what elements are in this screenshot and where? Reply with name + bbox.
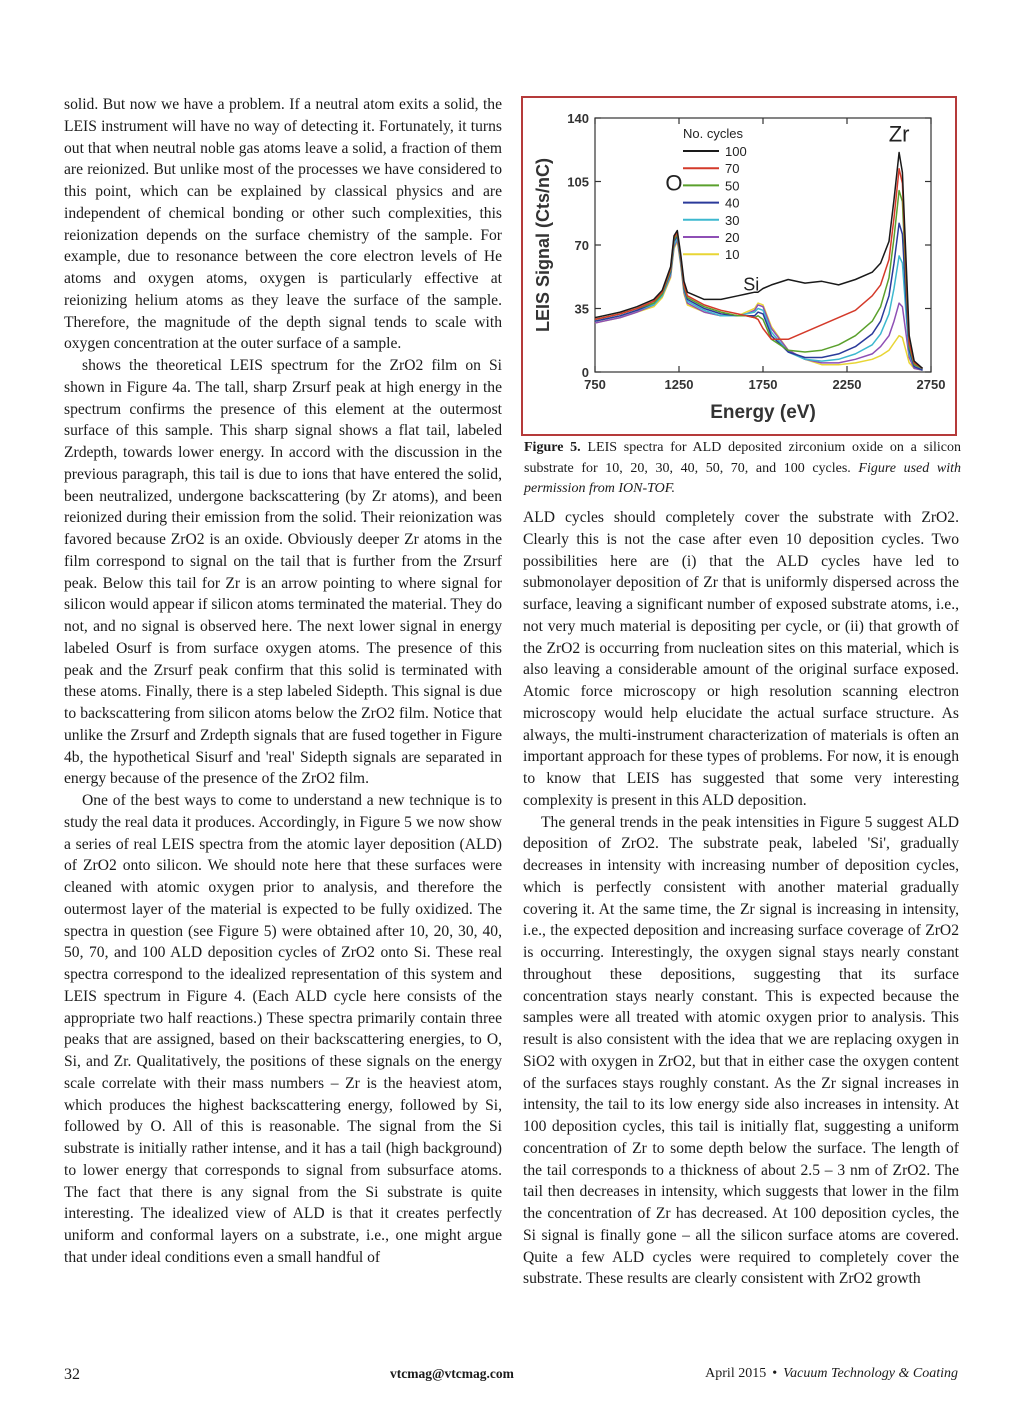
paragraph-left-2: shows the theoretical LEIS spectrum for the ZrO2 film on Si shown in Figure 4a. The tall, sharp Zrsurf peak at high energy in the spectrum confirms the presence of this element at the outermost surface of this sample. This sharp signal shows a flat tail, labeled Zrdepth, towards lower energy. In accord with the discussion in the previous paragraph, this tail is due to ions that have entered the solid, been neutralized, undergone backscattering (by Zr atoms), and been reionized during their emission from the solid. Their reionization was favored because ZrO2 is an oxide. Obviously deeper Zr atoms in the film correspond to signal on the tail that is further from the Zrsurf peak. Below this tail for Zr is an arrow pointing to where signal for silicon would appear if silicon atoms terminated the material. They do not, and no signal is observed here. The next lower signal in energy labeled Osurf is from surface oxygen atoms. The presence of this peak and the Zrsurf peak confirm that this solid is terminated with these atoms. Finally, there is a step labeled Sidepth. This signal is due to backscattering from silicon atoms below the ZrO2 film. Notice that unlike the Zrsurf and Zrdepth signals that are fused together in Figure 4b, the hypothetical Sisurf and 'real' Sidepth signals are separated in energy because of the presence of the ZrO2 film. <box>64 357 502 788</box>
y-tick-label-0: 0 <box>581 365 589 380</box>
paragraph-right-2: The general trends in the peak intensities in Figure 5 suggest ALD deposition of ZrO2. The substrate peak, labeled 'Si', gradually decreases in intensity with increasing number of deposition cycles, which is perfectly consistent with another material gradually covering it. At the same time, the Zr signal is increasing in intensity, i.e., the expected deposition and increasing surface coverage of ZrO2 is occurring. Interestingly, the oxygen signal stays nearly constant throughout these depositions, suggesting that its surface concentration stays nearly constant. This is expected because the samples were all treated with atomic oxygen prior to analysis. This result is also consistent with the idea that we are replacing oxygen in SiO2 with oxygen in ZrO2, but that in either case the oxygen content of the surfaces stays roughly constant. As the Zr signal increases in intensity, the tail to its low energy side also increases in intensity. At 100 deposition cycles, this tail is initially flat, suggesting a uniform concentration of Zr to some depth below the surface. The length of the tail corresponds to a thickness of about 2.5 – 3 nm of ZrO2. The tail then decreases in intensity, which suggests that lower in the film the concentration of Zr has decreased. At 100 deposition cycles, the Si signal is finally gone – all the silicon surface atoms are covered. Quite a few ALD cycles were required to completely cover the substrate. These results are clearly consistent with ZrO2 growth <box>523 813 959 1288</box>
footer-journal: Vacuum Technology & Coating <box>783 1366 958 1381</box>
peak-label-o: O <box>665 170 683 196</box>
figure-caption <box>524 438 961 500</box>
right-column <box>523 507 959 1290</box>
x-tick-label-3: 2250 <box>832 377 862 392</box>
paragraph-right-1: ALD cycles should completely cover the substrate with ZrO2. Clearly this is not the case after even 10 deposition cycles. Two possibilities here are (i) that the ALD cycles have led to submonolayer deposition of Zr that is uniformly dispersed across the surface, leaving a significant number of exposed substrate atoms, i.e., not very much material is depositing per cycle, or (ii) that growth of the ZrO2 is occurring from nucleation sites on this material, which is also leaving a considerable amount of the original surface exposed. Atomic force microscopy or high resolution scanning electron microscopy would help elucidate the actual surface structure. As always, the multi-instrument characterization of materials is often an important approach for these types of problems. For now, it is enough to know that LEIS has suggested that some very interesting complexity is present in this ALD deposition. <box>523 509 959 809</box>
y-tick-label-4: 140 <box>567 111 589 126</box>
y-tick-label-2: 70 <box>574 238 589 253</box>
footer-email[interactable]: vtcmag@vtcmag.com <box>390 1366 514 1381</box>
x-tick-label-1: 1250 <box>664 377 694 392</box>
series-line-70 <box>595 169 923 369</box>
footer-date: April 2015 <box>705 1366 767 1381</box>
legend-label-70: 70 <box>725 161 740 177</box>
legend-label-100: 100 <box>725 144 747 159</box>
legend-label-20: 20 <box>725 230 740 245</box>
figure-5 <box>521 96 957 436</box>
footer-bullet: • <box>772 1366 778 1381</box>
paragraph-left-1: solid. But now we have a problem. If a neutral atom exits a solid, the LEIS instrument will have no way of detecting it. Fortunately, it turns out that when neutral noble gas atoms leave a solid, a fraction of them are reionized. But unlike most of the processes we have considered to this point, which can be explained by classical physics and are independent of chemical bonding or other such complexities, this reionization depends on the surface chemistry of the sample. For example, due to resonance between the core electron levels of He atoms and oxygen atoms, oxygen is particularly effective at reionizing helium atoms as they leave the surface of the sample. Therefore, the magnitude of the depth signal tends to scale with oxygen concentration at the outer surface of a sample. <box>64 96 502 353</box>
legend-label-40: 40 <box>725 195 740 211</box>
x-tick-label-4: 2750 <box>916 377 946 392</box>
peak-label-zr: Zr <box>888 121 910 147</box>
x-tick-label-0: 750 <box>584 377 606 392</box>
caption-label: Figure 5. <box>524 440 581 455</box>
legend-title: No. cycles <box>683 126 743 141</box>
footer-issue <box>705 1366 958 1382</box>
caption-text: LEIS spectra for ALD deposited zirconium oxide on a silicon substrate for 10, 20, 30, 40, 50, 70, and 100 cycles. <box>524 440 962 476</box>
caption-credit: Figure used with permission from ION-TOF. <box>524 460 961 496</box>
page-number: 32 <box>64 1366 80 1383</box>
left-column <box>64 94 502 1269</box>
peak-label-si: Si <box>743 274 760 295</box>
legend-label-30: 30 <box>725 212 740 228</box>
series-line-100 <box>595 153 923 369</box>
y-tick-label-1: 35 <box>574 301 589 317</box>
paragraph-left-3: One of the best ways to come to understand a new technique is to study the real data it produces. Accordingly, in Figure 5 we now show a series of real LEIS spectra from the atomic layer deposition (ALD) of ZrO2 onto silicon. We should note here that these surfaces were cleaned with atomic oxygen prior to analysis, and therefore the outermost layer of the material is expected to be fully oxidized. The spectra in question (see Figure 5) were obtained after 10, 20, 30, 40, 50, 70, and 100 ALD deposition cycles of ZrO2 onto Si. These real spectra correspond to the idealized representation of this system and LEIS spectrum in Figure 4. (Each ALD cycle here consists of the appropriate two half reactions.) These spectra primarily contain three peaks that are assigned, based on their backscattering energies, to O, Si, and Zr. Qualitatively, the positions of these signals on the energy scale correlate with their mass numbers – Zr is the heaviest atom, which produces the highest backscattering energy, followed by Si, followed by O. All of this is reasonable. The signal from the Si substrate is initially rather intense, and it has a tail (high background) to lower energy that corresponds to signal from subsurface atoms. The fact that there is any signal from the Si substrate is quite interesting. The idealized view of ALD is that it creates perfectly uniform and conformal layers on a substrate, i.e., one might argue that under ideal conditions even a small handful of <box>64 792 502 1266</box>
leis-chart <box>523 98 955 434</box>
legend-label-50: 50 <box>725 178 740 194</box>
legend-label-10: 10 <box>725 247 740 263</box>
x-tick-label-2: 1750 <box>748 377 778 392</box>
series-line-40 <box>595 223 923 370</box>
x-axis-label: Energy (eV) <box>710 402 816 423</box>
y-tick-label-3: 105 <box>567 174 589 190</box>
y-axis-label: LEIS Signal (Cts/nC) <box>533 157 553 333</box>
